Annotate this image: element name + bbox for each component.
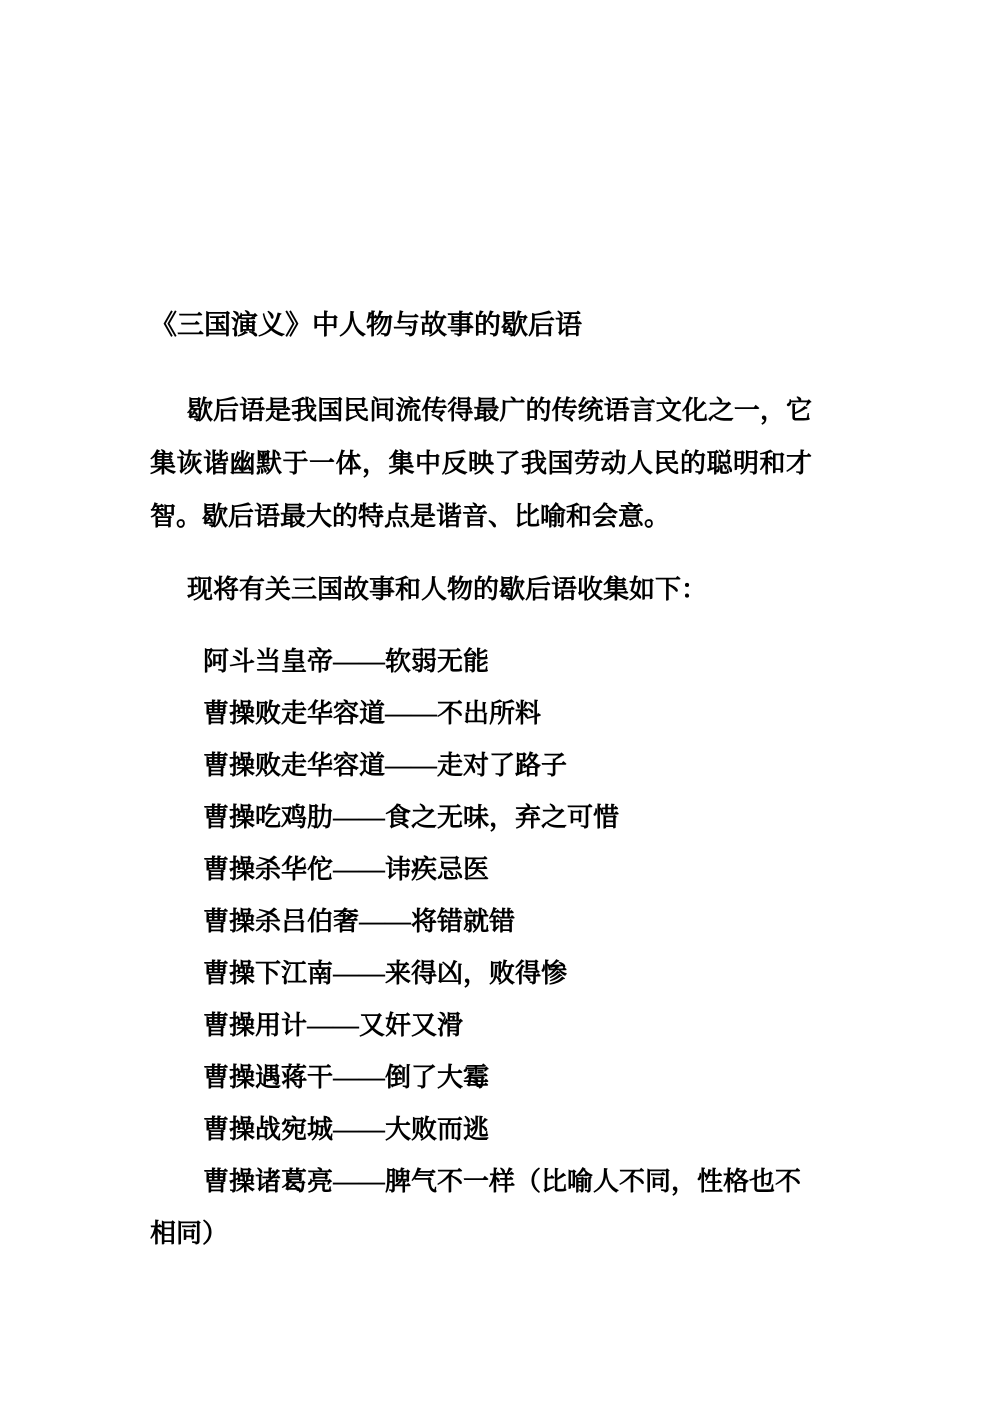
list-item: 曹操用计——又奸又滑 — [203, 1011, 464, 1040]
list-item: 曹操败走华容道——走对了路子 — [203, 751, 568, 780]
list-item: 曹操杀吕伯奢——将错就错 — [203, 907, 516, 936]
list-item: 曹操杀华佗——讳疾忌医 — [203, 855, 490, 884]
list-item: 曹操诸葛亮——脾气不一样（比喻人不同，性格也不相同） — [150, 1167, 802, 1248]
list-item: 曹操战宛城——大败而逃 — [203, 1115, 490, 1144]
list-item: 曹操吃鸡肋——食之无味，弃之可惜 — [203, 803, 620, 832]
intro-paragraph: 歇后语是我国民间流传得最广的传统语言文化之一，它集诙谐幽默于一体，集中反映了我国劳动人民的聪明和才智。歇后语最大的特点是谐音、比喻和会意。 — [150, 396, 812, 531]
document-title: 《三国演义》中人物与故事的歇后语 — [150, 310, 582, 340]
list-item: 曹操遇蒋干——倒了大霉 — [203, 1063, 490, 1092]
collection-note: 现将有关三国故事和人物的歇后语收集如下： — [187, 575, 708, 604]
document-content — [150, 299, 812, 1260]
list-item: 曹操败走华容道——不出所料 — [203, 699, 542, 728]
xiehouyu-list — [150, 636, 812, 1260]
list-item: 曹操下江南——来得凶，败得惨 — [203, 959, 568, 988]
list-item: 阿斗当皇帝——软弱无能 — [203, 647, 490, 676]
